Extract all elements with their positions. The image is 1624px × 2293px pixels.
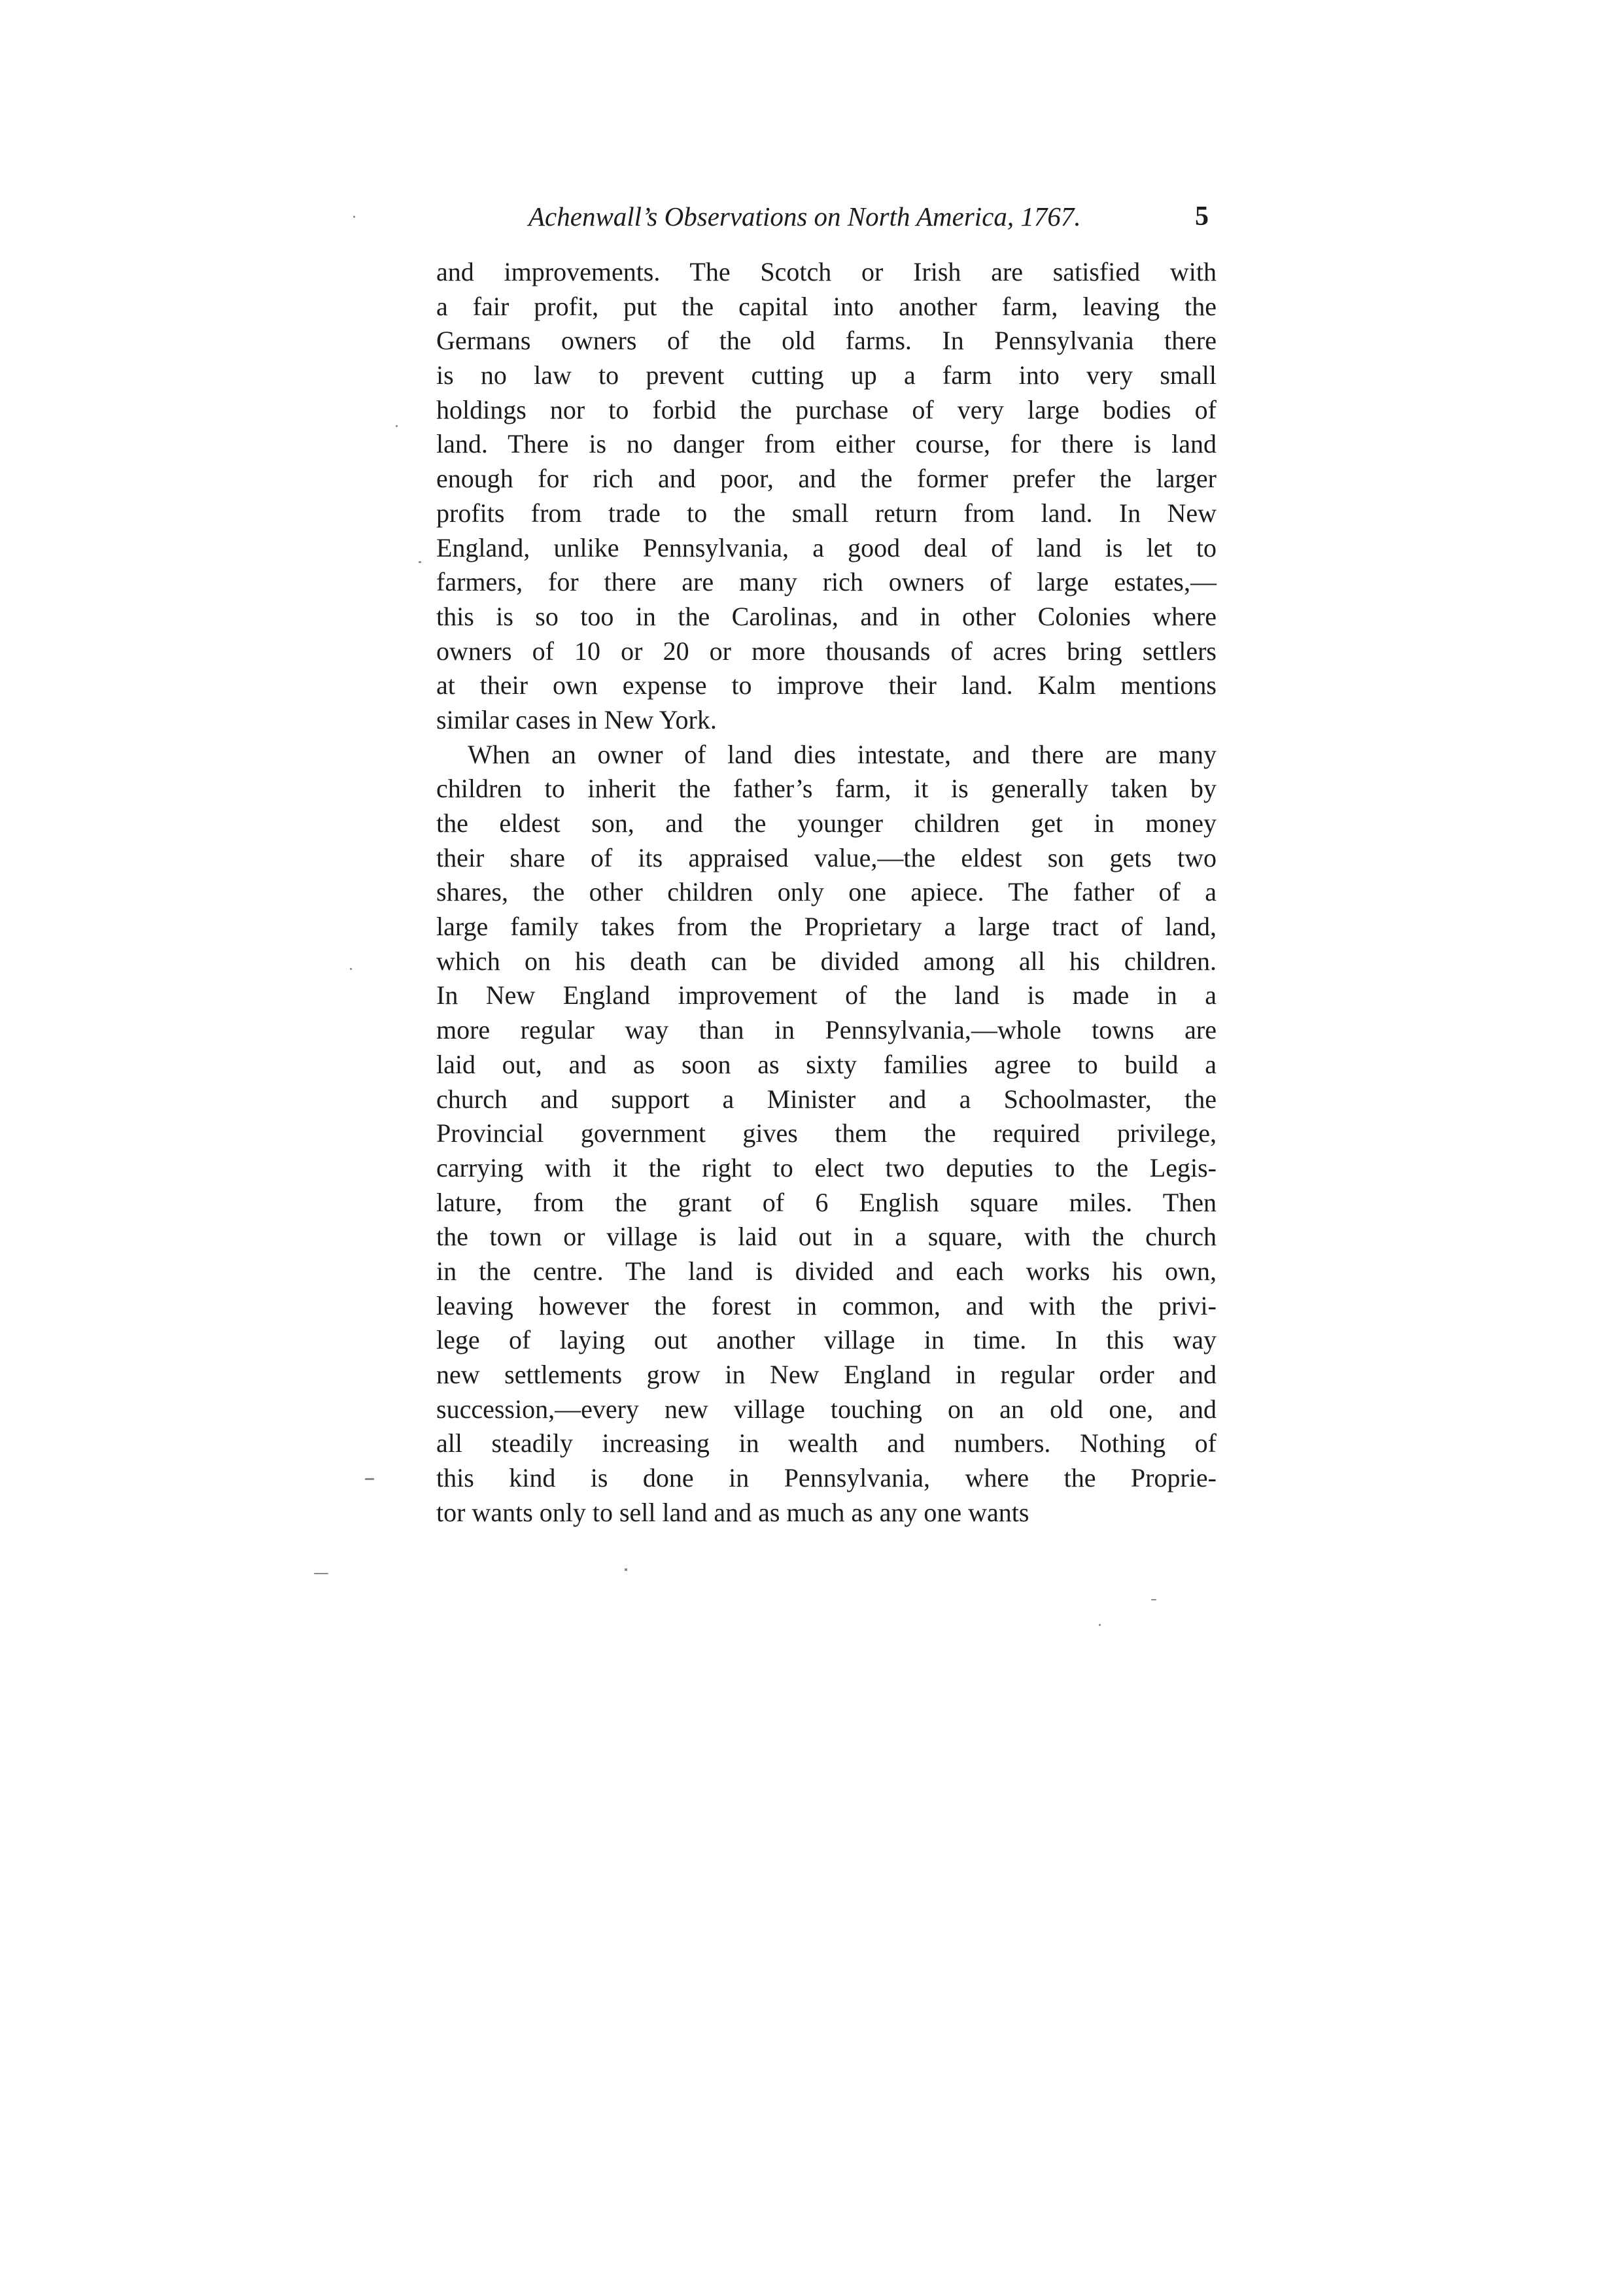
scan-speck — [625, 1568, 627, 1571]
text-line: Germans owners of the old farms. In Pennsylvania there — [436, 326, 1217, 356]
text-line: a fair profit, put the capital into another farm, leaving the — [436, 291, 1217, 321]
text-line: this kind is done in Pennsylvania, where the Proprie- — [436, 1463, 1217, 1493]
text-line: which on his death can be divided among all his children. — [436, 946, 1217, 976]
text-line: England, unlike Pennsylvania, a good deal of land is let to — [436, 532, 1217, 562]
text-line: and improvements. The Scotch or Irish are satisfied with — [436, 257, 1217, 286]
text-line: holdings nor to forbid the purchase of very large bodies of — [436, 394, 1217, 424]
running-head — [432, 194, 1217, 239]
text-line: tor wants only to sell land and as much as any one wants — [436, 1497, 1029, 1527]
scan-speck — [396, 425, 398, 427]
scan-speck — [1151, 1599, 1156, 1600]
text-line: the eldest son, and the younger children get in money — [436, 808, 1217, 838]
text-line: laid out, and as soon as sixty families agree to build a — [436, 1049, 1217, 1079]
running-title: Achenwall’s Observations on North America, 1767. — [528, 201, 1081, 232]
text-line: profits from trade to the small return from land. In New — [436, 498, 1217, 528]
text-line: all steadily increasing in wealth and numbers. Nothing of — [436, 1428, 1217, 1458]
text-line: large family takes from the Proprietary a large tract of land, — [436, 912, 1217, 942]
text-line: their share of its appraised value,—the eldest son gets two — [436, 842, 1217, 872]
text-line: shares, the other children only one apiece. The father of a — [436, 877, 1217, 907]
text-line: in the centre. The land is divided and each works his own, — [436, 1256, 1217, 1286]
text-line: lature, from the grant of 6 English square miles. Then — [436, 1187, 1217, 1217]
text-line: owners of 10 or 20 or more thousands of acres bring settlers — [436, 636, 1217, 666]
text-line: In New England improvement of the land is made in a — [436, 980, 1217, 1010]
text-line: more regular way than in Pennsylvania,—whole towns are — [436, 1015, 1217, 1045]
text-line: carrying with it the right to elect two deputies to the Legis- — [436, 1152, 1217, 1182]
text-line: church and support a Minister and a Schoolmaster, the — [436, 1084, 1217, 1114]
scan-speck — [353, 216, 355, 218]
page-number: 5 — [1195, 201, 1209, 232]
paragraph — [436, 255, 1217, 738]
text-line: at their own expense to improve their land. Kalm mentions — [436, 670, 1217, 700]
text-line: is no law to prevent cutting up a farm into very small — [436, 360, 1217, 390]
text-line: farmers, for there are many rich owners of large estates,— — [436, 567, 1217, 597]
scan-speck — [350, 968, 352, 970]
text-line: land. There is no danger from either course, for there is land — [436, 429, 1217, 459]
scan-speck — [314, 1573, 328, 1574]
text-line: children to inherit the father’s farm, it is generally taken by — [436, 774, 1217, 804]
text-line: leaving however the forest in common, and with the privi- — [436, 1290, 1217, 1320]
text-line: new settlements grow in New England in regular order and — [436, 1360, 1217, 1389]
text-line: similar cases in New York. — [436, 704, 717, 734]
text-line: Provincial government gives them the required privilege, — [436, 1118, 1217, 1148]
scan-speck — [1099, 1624, 1101, 1626]
scan-speck — [365, 1478, 374, 1480]
scan-speck — [419, 561, 421, 563]
text-line: When an owner of land dies intestate, and there are many — [468, 739, 1217, 769]
text-line: this is so too in the Carolinas, and in other Colonies where — [436, 601, 1217, 631]
paragraph — [436, 738, 1217, 1530]
text-line: enough for rich and poor, and the former prefer the larger — [436, 464, 1217, 494]
text-line: the town or village is laid out in a square, with the church — [436, 1222, 1217, 1252]
text-line: succession,—every new village touching on an old one, and — [436, 1394, 1217, 1424]
body-text — [436, 255, 1217, 1530]
text-line: lege of laying out another village in time. In this way — [436, 1325, 1217, 1355]
